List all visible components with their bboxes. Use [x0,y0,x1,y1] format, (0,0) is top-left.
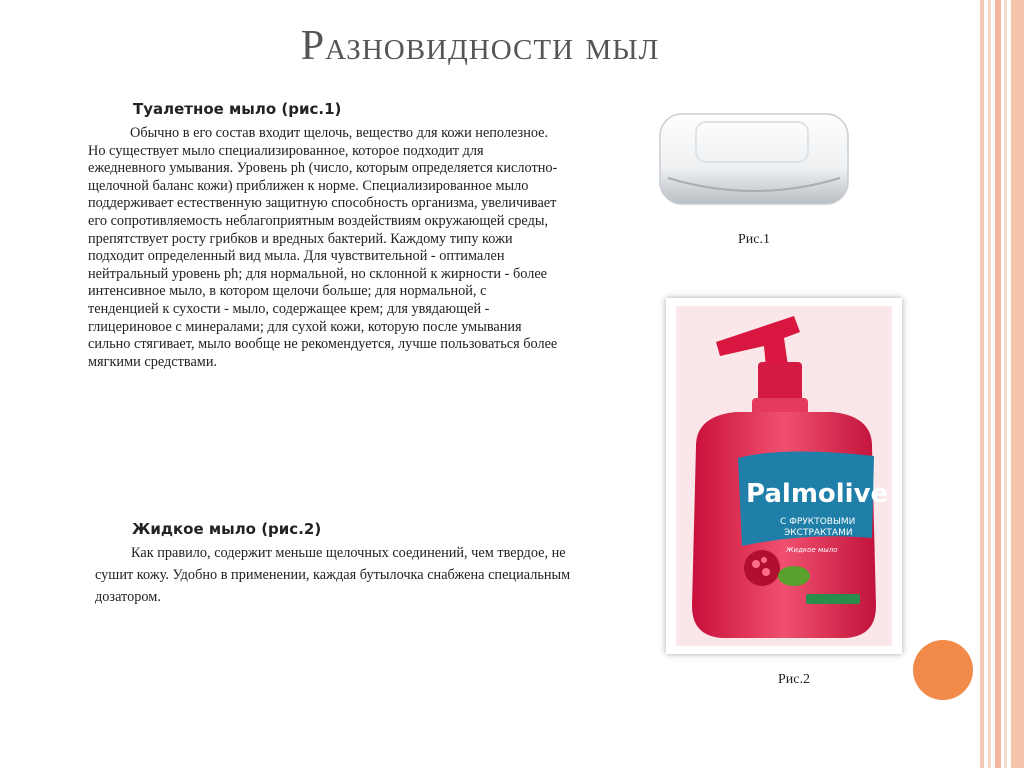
bottle-label-line2: ЭКСТРАКТАМИ [784,528,853,538]
stripe [1004,0,1007,768]
slide-title: Разновидности мыл [300,23,660,69]
bottle-label-line1: С ФРУКТОВЫМИ [780,517,856,527]
bottle-label-line3: Жидкое мыло [786,546,838,554]
figure-caption-2: Рис.2 [778,672,810,687]
decorative-circle [913,640,973,700]
stripe [1011,0,1024,768]
section-text-liquid-soap: Как правило, содержит меньше щелочных соединений, чем твердое, не сушит кожу. Удобно в применении, каждая бутылочка снабжена специальным дозатором. [95,545,571,605]
soap-bar-image [656,108,852,210]
stripe [995,0,1001,768]
liquid-soap-image-frame [666,298,902,654]
liquid-soap-bottle-image [676,306,892,646]
stripe [988,0,991,768]
decorative-stripes [980,0,1024,768]
stripe [980,0,984,768]
section-text-toilet-soap: Обычно в его состав входит щелочь, вещество для кожи неполезное. Но существует мыло специализированное, которое подходит для ежедневного умывания. Уровень ph (число, которым определяется кислотно-щелочной баланс кожи) приближен к норме. Специализированное мыло поддерживает естественную защитную способность организма, увеличивает его сопротивляемость неблагоприятным воздействиям окружающей среды, препятствует росту грибков и вредных бактерий. Каждому типу кожи подходит определенный вид мыла. Для чувствительной - оптимален нейтральный уровень ph; для нормальной, но склонной к жирности - более интенсивное мыло, в котором щелочи больше; для нормальной, с тенденцией к сухости - мыло, содержащее крем; для увядающей - глицериновое с минералами; для сухой кожи, которую после умывания сильно стягивает, мыло вообще не рекомендуется, лучше пользоваться более мягкими средствами. [88,125,558,370]
section-heading-liquid-soap: Жидкое мыло (рис.2) [132,520,322,538]
bottle-brand-label: Palmolive [746,479,889,509]
figure-caption-1: Рис.1 [738,232,770,247]
section-heading-toilet-soap: Туалетное мыло (рис.1) [133,100,342,118]
